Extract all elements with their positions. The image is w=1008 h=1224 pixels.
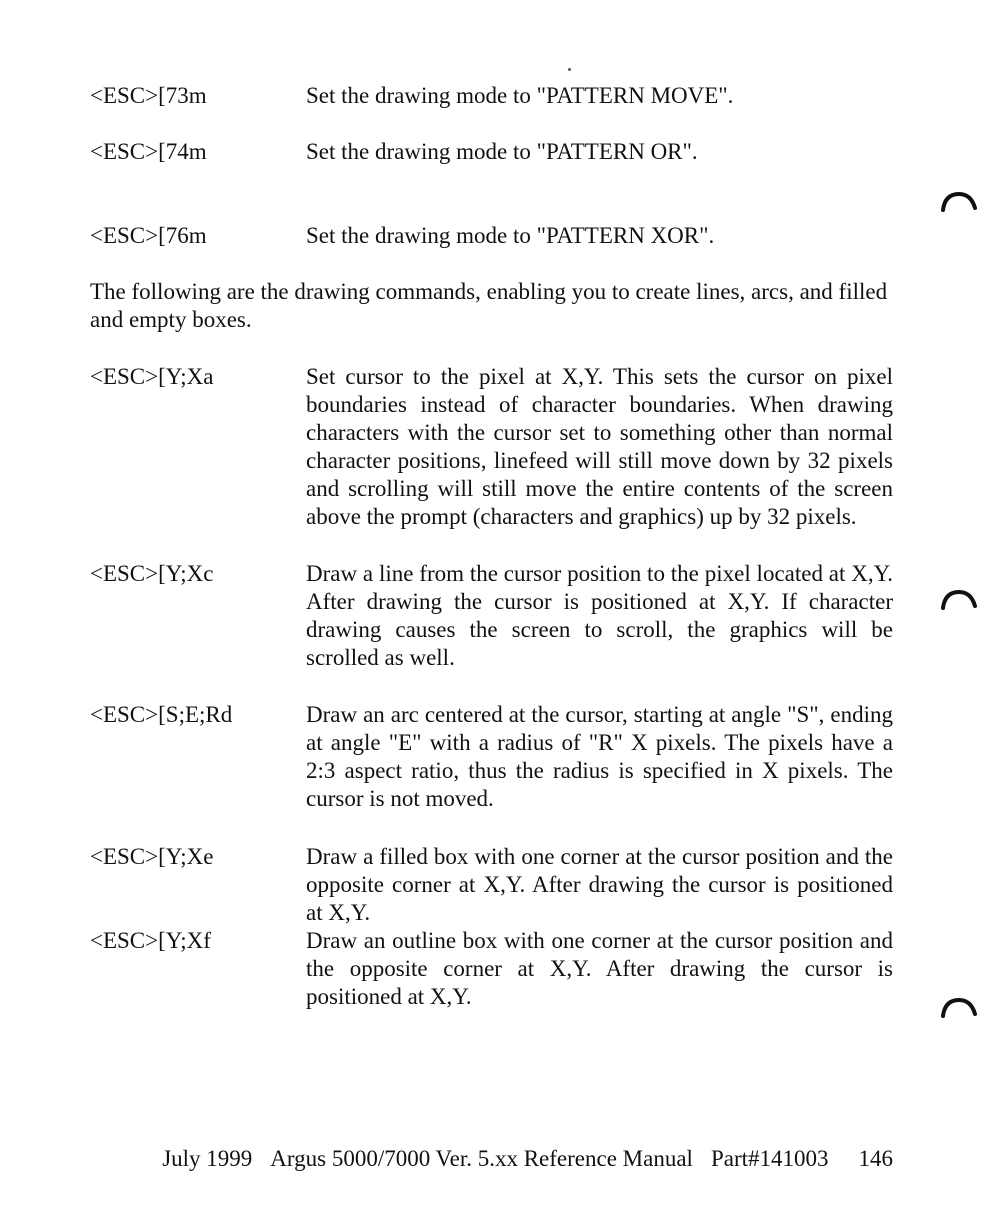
binder-hole-mark-icon <box>940 190 978 212</box>
command-name: <ESC>[Y;Xe <box>90 844 214 869</box>
mode-description: Set the drawing mode to "PATTERN XOR". <box>306 223 715 248</box>
mode-command: <ESC>[76m <box>90 223 207 248</box>
footer-title: Argus 5000/7000 Ver. 5.xx Reference Manual <box>270 1146 693 1171</box>
stray-dot <box>568 68 571 71</box>
command-description: Set cursor to the pixel at X,Y. This sets the cursor on pixel boundaries instead of character boundaries. When drawing characters with the cursor set to something other than normal character positions, linefeed will still move down by 32 pixels and scrolling will still move the entire contents of the screen above the prompt (characters and graphics) up by 32 pixels. <box>306 364 893 529</box>
binder-hole-mark-icon <box>940 996 978 1018</box>
binder-hole-mark-icon <box>940 588 978 610</box>
command-description: Draw a line from the cursor position to the pixel located at X,Y. After drawing the cursor is positioned at X,Y. If character drawing causes the screen to scroll, the graphics will be scrolled as well. <box>306 561 893 670</box>
command-description: Draw an outline box with one corner at the cursor position and the opposite corner at X,Y. After drawing the cursor is positioned at X,Y. <box>306 928 893 1009</box>
mode-description: Set the drawing mode to "PATTERN MOVE". <box>306 83 734 108</box>
footer-date: July 1999 <box>162 1146 253 1171</box>
command-name: <ESC>[Y;Xf <box>90 928 211 953</box>
page-footer <box>0 1145 893 1173</box>
command-description: Draw an arc centered at the cursor, starting at angle "S", ending at angle "E" with a radius of "R" X pixels. The pixels have a 2:3 aspect ratio, thus the radius is specified in X pixels. The cursor is not moved. <box>306 702 893 811</box>
mode-description: Set the drawing mode to "PATTERN OR". <box>306 139 698 164</box>
command-name: <ESC>[S;E;Rd <box>90 702 233 727</box>
mode-command: <ESC>[73m <box>90 83 207 108</box>
footer-part: Part#141003 <box>710 1146 829 1171</box>
intro-paragraph: The following are the drawing commands, enabling you to create lines, arcs, and filled and empty boxes. <box>90 279 888 332</box>
command-description: Draw a filled box with one corner at the cursor position and the opposite corner at X,Y. After drawing the cursor is positioned at X,Y. <box>306 844 893 925</box>
command-name: <ESC>[Y;Xc <box>90 561 214 586</box>
page-number: 146 <box>858 1146 893 1171</box>
command-name: <ESC>[Y;Xa <box>90 364 214 389</box>
mode-command: <ESC>[74m <box>90 139 207 164</box>
